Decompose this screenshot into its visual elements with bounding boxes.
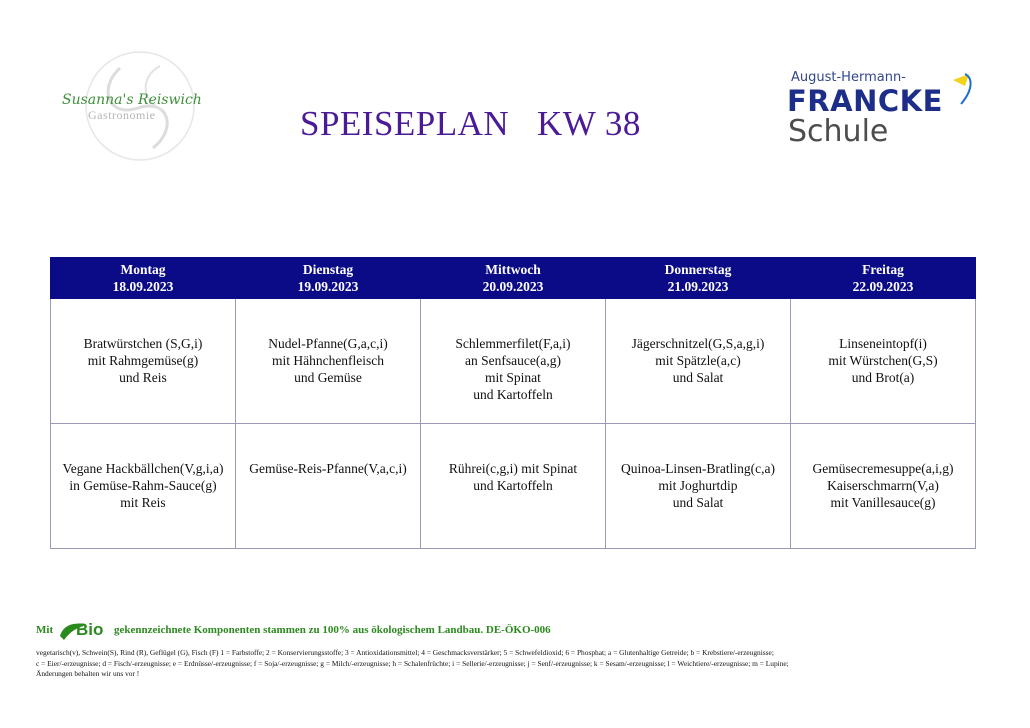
menu-cell <box>606 299 791 424</box>
day-name: Dienstag <box>302 262 354 277</box>
legend-line: c = Eier/-erzeugnisse; d = Fisch/-erzeugnisse; e = Erdnüsse/-erzeugnisse; f = Soja/-erzeugnisse; g = Milch/-erzeugnisse; h = Schalenfrüchte; i = Sellerie/-erzeugnisse; j = Senf/-erzeugnisse; k = Sesam/-erzeugnisse; l = Weichtiere/-erzeugnisse; m = Lupine; <box>36 658 789 668</box>
dish-line: mit Vanillesauce(g) <box>830 495 936 510</box>
day-date: 20.09.2023 <box>482 279 544 294</box>
dish-line: mit Joghurtdip <box>658 478 738 493</box>
dish-line: und Kartoffeln <box>473 387 553 402</box>
dish-line: und Salat <box>672 370 724 385</box>
dish-line: mit Rahmgemüse(g) <box>87 353 199 368</box>
menu-row <box>51 424 976 549</box>
menu-cell <box>421 424 606 549</box>
day-date: 21.09.2023 <box>667 279 729 294</box>
dish-line: an Senfsauce(a,g) <box>465 353 561 368</box>
caterer-brand-name: Susanna's Reiswich <box>62 92 202 108</box>
day-date: 22.09.2023 <box>852 279 914 294</box>
menu-cell <box>51 424 236 549</box>
bio-text: gekennzeichnete Komponenten stammen zu 100% aus ökologischem Landbau. DE-ÖKO-006 <box>114 624 551 636</box>
bio-logo <box>58 620 112 645</box>
menu-cell <box>421 299 606 424</box>
day-name: Montag <box>120 262 166 277</box>
dish-line: Linseneintopf(i) <box>839 336 927 351</box>
dish-line: und Gemüse <box>294 370 362 385</box>
day-name: Mittwoch <box>485 262 541 277</box>
legend-line: vegetarisch(v), Schwein(S), Rind (R), Geflügel (G), Fisch (F) 1 = Farbstoffe; 2 = Konservierungsstoffe; 3 = Antioxidationsmittel; 4 = Geschmacksverstärker; 5 = Schwefeldioxid; 6 = Phosphat; a = Glutenhaltige Getreide; b = Krebstiere/-erzeugnisse; <box>36 648 774 657</box>
menu-table <box>50 257 976 549</box>
day-header <box>51 258 236 299</box>
day-name: Donnerstag <box>664 262 732 277</box>
menu-cell <box>236 424 421 549</box>
menu-cell <box>791 299 976 424</box>
dish-line: Rührei(c,g,i) mit Spinat <box>448 461 578 476</box>
bio-logo-text: Bio <box>76 620 104 639</box>
dish-line: und Kartoffeln <box>473 478 553 493</box>
dish-line: Nudel-Pfanne(G,a,c,i) <box>268 336 388 351</box>
menu-cell <box>236 299 421 424</box>
menu-cell <box>51 299 236 424</box>
dish-line: Jägerschnitzel(G,S,a,g,i) <box>631 336 765 351</box>
dish-line: und Brot(a) <box>851 370 915 385</box>
day-header <box>606 258 791 299</box>
day-header <box>236 258 421 299</box>
dish-line: Gemüse-Reis-Pfanne(V,a,c,i) <box>249 461 407 476</box>
dish-line: Gemüsecremesuppe(a,i,g) <box>812 461 954 476</box>
dish-line: Quinoa-Linsen-Bratling(c,a) <box>620 461 776 476</box>
legend-line: Änderungen behalten wir uns vor ! <box>36 669 140 679</box>
dish-line: Vegane Hackbällchen(V,g,i,a) <box>62 461 224 476</box>
day-header <box>421 258 606 299</box>
bio-prefix: Mit <box>36 624 54 636</box>
allergen-legend <box>36 648 996 680</box>
menu-row <box>51 299 976 424</box>
page-title: SPEISEPLAN KW 38 <box>300 104 641 143</box>
caterer-logo <box>58 48 218 178</box>
menu-header-row <box>51 258 976 299</box>
school-logo-main: FRANCKE <box>787 84 943 118</box>
caterer-brand-sub: Gastronomie <box>88 108 156 122</box>
dish-line: mit Reis <box>120 495 166 510</box>
menu-cell <box>606 424 791 549</box>
day-date: 19.09.2023 <box>297 279 359 294</box>
day-header <box>791 258 976 299</box>
dish-line: mit Spinat <box>485 370 541 385</box>
school-logo <box>785 66 985 156</box>
dish-line: Schlemmerfilet(F,a,i) <box>455 336 571 351</box>
day-name: Freitag <box>862 262 904 277</box>
dish-line: mit Hähnchenfleisch <box>271 353 385 368</box>
dish-line: in Gemüse-Rahm-Sauce(g) <box>69 478 217 493</box>
menu-cell <box>791 424 976 549</box>
school-flag-icon <box>947 70 977 110</box>
dish-line: mit Spätzle(a,c) <box>655 353 741 368</box>
day-date: 18.09.2023 <box>112 279 174 294</box>
dish-line: und Reis <box>119 370 167 385</box>
dish-line: Bratwürstchen (S,G,i) <box>83 336 203 351</box>
school-logo-bottom: Schule <box>788 114 889 149</box>
dish-line: Kaiserschmarrn(V,a) <box>827 478 939 493</box>
school-logo-top: August-Hermann- <box>791 70 906 85</box>
dish-line: und Salat <box>672 495 724 510</box>
dish-line: mit Würstchen(G,S) <box>828 353 938 368</box>
